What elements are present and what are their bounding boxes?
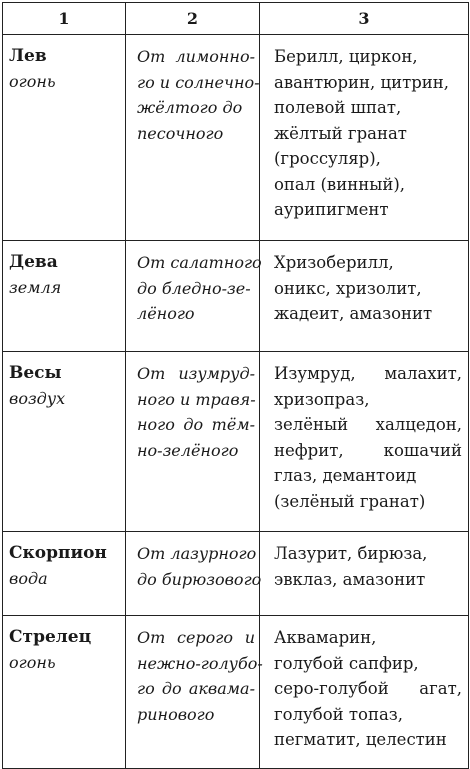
sign-element: воздух xyxy=(9,389,66,408)
stone-line: Хризоберилл, xyxy=(274,253,394,272)
sign-cell xyxy=(3,616,126,769)
stone-line: голубой сапфир, xyxy=(274,653,419,673)
stone-line: пегматит, целестин xyxy=(274,730,447,749)
table-row xyxy=(3,532,469,616)
color-cell xyxy=(126,532,260,616)
stone-line: глаз, демантоид xyxy=(274,466,417,485)
sign-cell xyxy=(3,35,126,241)
sign-name: Дева xyxy=(9,252,58,272)
stone-line: Берилл, циркон, xyxy=(274,47,418,66)
color-line: го и солнечно- xyxy=(137,72,260,92)
sign-name: Скорпион xyxy=(9,543,107,563)
stones-cell xyxy=(260,241,469,352)
sign-name: Лев xyxy=(9,46,47,66)
sign-element: огонь xyxy=(9,653,56,672)
color-line: ного и травя- xyxy=(137,389,256,409)
stones-cell xyxy=(260,35,469,241)
stone-line: опал (винный), xyxy=(274,174,406,194)
stone-line: эвклаз, амазонит xyxy=(274,569,426,589)
color-line: От изумруд- xyxy=(137,364,255,383)
stones-cell xyxy=(260,532,469,616)
stone-line: Изумруд, малахит, xyxy=(274,364,462,383)
color-cell xyxy=(126,352,260,532)
stone-line: жадеит, амазонит xyxy=(274,304,433,323)
table-row xyxy=(3,241,469,352)
stone-line: Аквамарин, xyxy=(274,628,377,647)
color-line: От лазурного xyxy=(137,544,257,563)
color-line: но-зелёного xyxy=(137,440,239,460)
stone-line: аурипигмент xyxy=(274,200,389,219)
sign-element: земля xyxy=(9,278,62,297)
color-cell xyxy=(126,35,260,241)
color-line: От лимонно- xyxy=(137,47,255,66)
stones-cell xyxy=(260,616,469,769)
stone-line: жёлтый гранат xyxy=(274,123,407,143)
color-line: От серого и xyxy=(137,628,255,647)
header-row xyxy=(3,3,469,35)
color-line: От салатного xyxy=(137,253,262,272)
table-row xyxy=(3,352,469,532)
sign-cell xyxy=(3,241,126,352)
stone-line: Лазурит, бирюза, xyxy=(274,544,428,563)
stone-line: хризопраз, xyxy=(274,389,370,409)
color-line: до бирюзового xyxy=(137,569,262,589)
sign-cell xyxy=(3,532,126,616)
zodiac-stones-table xyxy=(2,2,469,769)
color-cell xyxy=(126,241,260,352)
stones-cell xyxy=(260,352,469,532)
color-line: до бледно-зе- xyxy=(137,278,251,298)
table-row xyxy=(3,616,469,769)
color-line: жёлтого до xyxy=(137,98,243,117)
stone-line: (гроссуляр), xyxy=(274,149,381,168)
color-line: ного до тём- xyxy=(137,415,255,434)
stone-line: зелёный халцедон, xyxy=(274,415,462,434)
color-cell xyxy=(126,616,263,769)
stone-line: серо-голубой агат, xyxy=(274,679,462,698)
sign-element: огонь xyxy=(9,72,56,91)
sign-name: Весы xyxy=(9,363,62,383)
color-line: ринового xyxy=(137,704,215,724)
sign-cell xyxy=(3,352,126,532)
header-col-2: 2 xyxy=(126,3,260,35)
header-col-1: 1 xyxy=(3,3,126,35)
color-line: го до аквама- xyxy=(137,679,255,698)
stone-line: оникс, хризолит, xyxy=(274,278,422,298)
color-line: нежно-голубо- xyxy=(137,653,263,673)
stone-line: нефрит, кошачий xyxy=(274,440,462,460)
table-row xyxy=(3,35,469,241)
stone-line: полевой шпат, xyxy=(274,98,402,117)
sign-element: вода xyxy=(9,569,48,588)
header-col-3: 3 xyxy=(260,3,469,35)
stone-line: (зелёный гранат) xyxy=(274,491,426,511)
sign-name: Стрелец xyxy=(9,627,92,647)
stone-line: авантюрин, цитрин, xyxy=(274,72,450,92)
color-line: лёного xyxy=(137,304,195,323)
color-line: песочного xyxy=(137,123,224,143)
stone-line: голубой топаз, xyxy=(274,704,404,724)
